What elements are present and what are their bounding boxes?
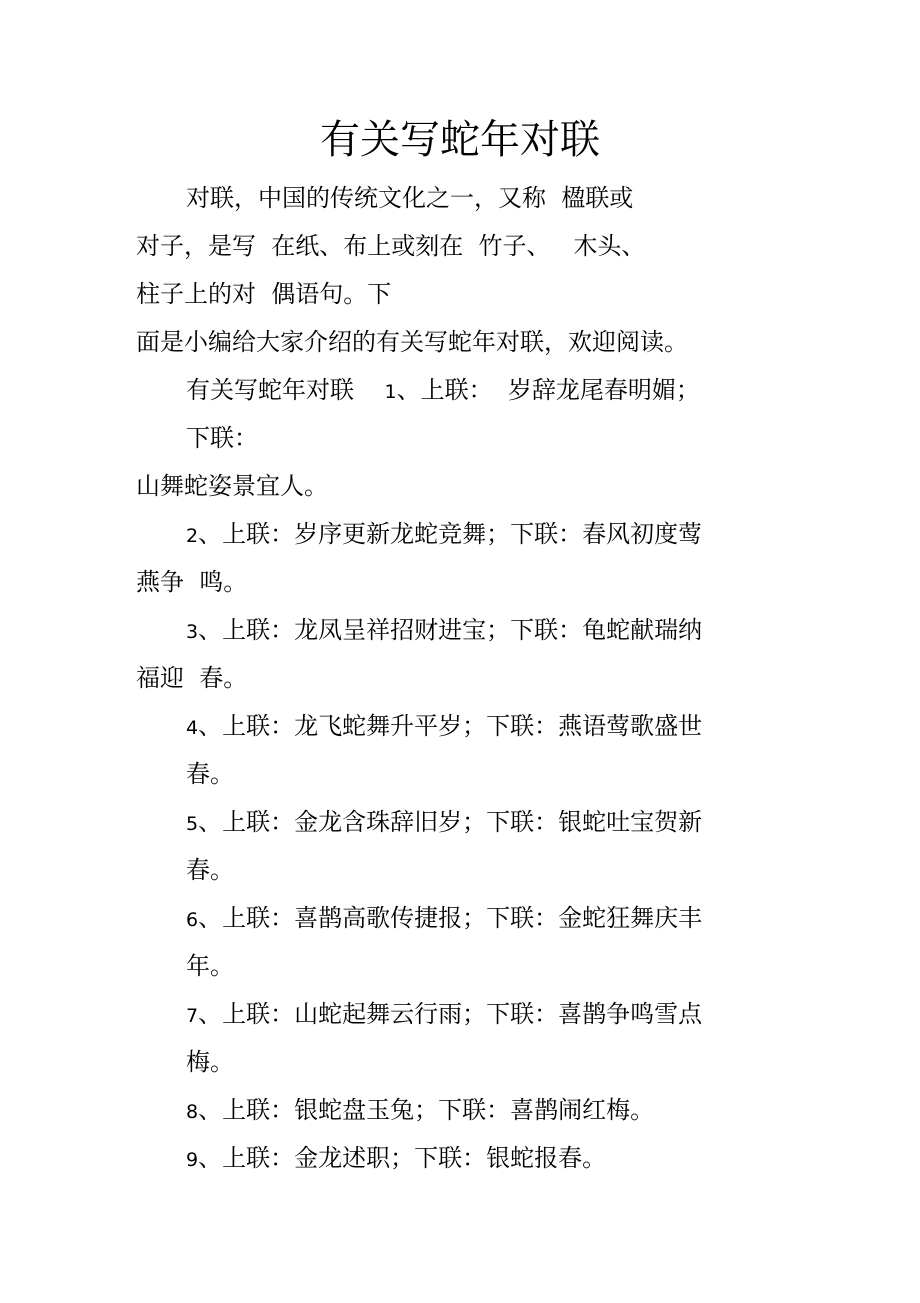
couplet-1-line-3: 山舞蛇姿景宜人。 bbox=[136, 472, 328, 500]
couplet-4-line-2: 春。 bbox=[186, 760, 234, 788]
couplet-first: 、上联：山蛇起舞云行雨；下联：喜鹊争鸣雪点 bbox=[198, 1000, 703, 1028]
intro-line-4: 面是小编给大家介绍的有关写蛇年对联，欢迎阅读。 bbox=[136, 328, 688, 356]
couplet-3-line-1 bbox=[186, 613, 702, 649]
couplet-number: 2 bbox=[186, 525, 199, 547]
couplet-first: 、上联：龙飞蛇舞升平岁；下联：燕语莺歌盛世 bbox=[198, 712, 703, 740]
page-title: 有关写蛇年对联 bbox=[320, 117, 600, 163]
couplet-first: 、上联：金龙含珠辞旧岁；下联：银蛇吐宝贺新 bbox=[198, 808, 703, 836]
couplet-9-line-1 bbox=[186, 1141, 606, 1177]
couplet-first: 、上联：金龙述职；下联：银蛇报春。 bbox=[198, 1144, 607, 1172]
couplet-7-line-1 bbox=[186, 997, 702, 1033]
couplet-4-line-1 bbox=[186, 709, 702, 745]
couplet-number: 6 bbox=[186, 909, 199, 931]
couplet-first: 、上联：银蛇盘玉兔；下联：喜鹊闹红梅。 bbox=[198, 1096, 655, 1124]
couplet-heading: 有关写蛇年对联 bbox=[186, 376, 354, 404]
intro-line-3: 柱子上的对 偶语句。下 bbox=[136, 280, 392, 308]
intro-line-1: 对联，中国的传统文化之一，又称 楹联或 bbox=[186, 184, 634, 212]
couplet-first: 、上联： 岁辞龙尾春明媚； bbox=[396, 376, 700, 404]
couplet-2-line-2: 燕争 鸣。 bbox=[136, 568, 248, 596]
couplet-number: 3 bbox=[186, 621, 199, 643]
couplet-5-line-1 bbox=[186, 805, 702, 841]
intro-line-2: 对子，是写 在纸、布上或刻在 竹子、 木头、 bbox=[136, 232, 646, 260]
couplet-7-line-2: 梅。 bbox=[186, 1048, 234, 1076]
couplet-first: 、上联：喜鹊高歌传捷报；下联：金蛇狂舞庆丰 bbox=[198, 904, 703, 932]
couplet-6-line-1 bbox=[186, 901, 702, 937]
couplet-number: 9 bbox=[186, 1149, 199, 1171]
couplet-2-line-1 bbox=[186, 517, 702, 553]
couplet-number: 8 bbox=[186, 1101, 199, 1123]
couplet-5-line-2: 春。 bbox=[186, 856, 234, 884]
couplet-8-line-1 bbox=[186, 1093, 654, 1129]
couplet-6-line-2: 年。 bbox=[186, 952, 234, 980]
couplet-number: 1 bbox=[384, 381, 397, 403]
couplet-first: 、上联：岁序更新龙蛇竞舞；下联：春风初度莺 bbox=[198, 520, 703, 548]
couplet-number: 4 bbox=[186, 717, 199, 739]
couplet-1-line-2: 下联： bbox=[186, 424, 258, 452]
couplet-number: 7 bbox=[186, 1005, 199, 1027]
couplet-1-line-1 bbox=[186, 373, 700, 409]
couplet-3-line-2: 福迎 春。 bbox=[136, 664, 248, 692]
couplet-first: 、上联：龙凤呈祥招财进宝；下联：龟蛇献瑞纳 bbox=[198, 616, 703, 644]
couplet-number: 5 bbox=[186, 813, 199, 835]
